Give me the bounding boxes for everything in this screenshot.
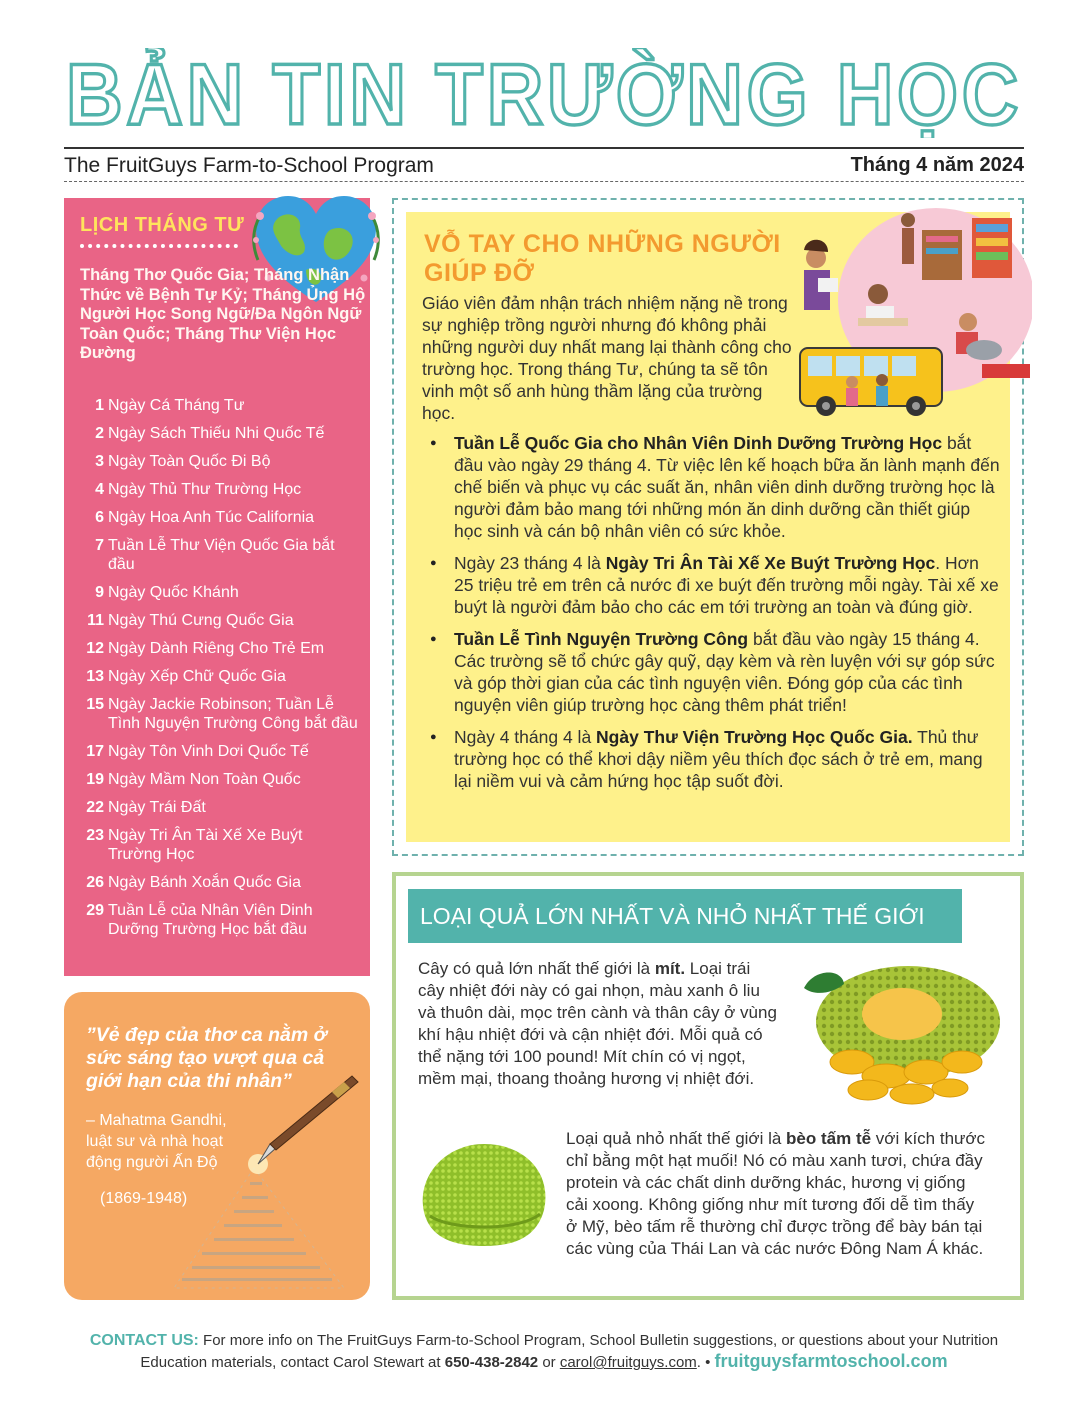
- jackfruit-paragraph: [418, 958, 778, 1090]
- calendar-day: 17: [86, 743, 104, 760]
- contact-separator: . •: [696, 1354, 715, 1371]
- bullet-highlight: Ngày Thư Viện Trường Học Quốc Gia.: [596, 727, 913, 747]
- masthead-title: BẢN TIN TRƯỜNG HỌC: [66, 48, 1022, 138]
- calendar-event: Ngày Dành Riêng Cho Trẻ Em: [108, 640, 325, 657]
- calendar-item: [80, 901, 360, 939]
- contact-label: CONTACT US:: [89, 1332, 199, 1349]
- p2-pre: Loại quả nhỏ nhất thế giới là: [566, 1129, 787, 1148]
- calendar-day: 2: [95, 425, 104, 442]
- calendar-item: [80, 424, 360, 443]
- helpers-intro: Giáo viên đảm nhận trách nhiệm nặng nề trong sự nghiệp trồng người nhưng đó không phải những người duy nhất mang lại thành công cho trường học. Trong tháng Tư, chúng ta sẽ tôn vinh một số anh hùng thầm lặng của trường học.: [422, 293, 792, 423]
- monthly-observances: Tháng Thơ Quốc Gia; Tháng Nhận Thức về Bệnh Tự Kỷ; Tháng Ủng Hộ Người Học Song Ngữ/Đa Ngôn Ngữ Toàn Quốc; Tháng Thư Viện Học Đường: [80, 266, 366, 362]
- contact-or: or: [538, 1354, 560, 1371]
- calendar-day: 22: [86, 799, 104, 816]
- calendar-day: 11: [87, 612, 104, 629]
- quote-dates: (1869-1948): [100, 1190, 188, 1207]
- school-helpers-illustration: [796, 200, 1032, 424]
- calendar-day: 19: [86, 771, 104, 788]
- p2-post: với kích thước chỉ bằng một hạt muối! Nó có màu xanh tươi, chứa đầy protein và các chất dinh dưỡng khác, hương vị giống cải xoong. Không giống như mít tương đối dễ tìm thấy ở Mỹ, bèo tấm rễ thường chỉ được trồng để bày bán tại các vùng của Thái Lan và các nước Đông Nam Á khác.: [566, 1129, 986, 1258]
- calendar-day: 26: [86, 874, 104, 891]
- duckweed-name: bèo tấm tễ: [786, 1129, 872, 1148]
- calendar-item: [80, 452, 360, 471]
- helper-bullet: [424, 726, 1002, 792]
- calendar-event: Ngày Quốc Khánh: [108, 584, 239, 601]
- calendar-event: Tuần Lễ của Nhân Viên Dinh Dưỡng Trường Học bắt đầu: [108, 902, 313, 938]
- calendar-day: 13: [86, 668, 104, 685]
- calendar-event: Ngày Bánh Xoắn Quốc Gia: [108, 874, 302, 891]
- bullet-highlight: Tuần Lễ Tình Nguyện Trường Công: [454, 629, 749, 649]
- bullet-pre: Ngày 23 tháng 4 là: [454, 553, 606, 573]
- quote-author: – Mahatma Gandhi, luật sư và nhà hoạt động người Ấn Độ: [86, 1112, 227, 1171]
- contact-footer: [64, 1330, 1024, 1373]
- helpers-panel: [406, 212, 1010, 842]
- calendar-day: 15: [86, 696, 104, 713]
- calendar-event: Ngày Sách Thiếu Nhi Quốc Tế: [108, 425, 325, 442]
- calendar-day: 7: [95, 537, 104, 554]
- calendar-dots-divider: [80, 244, 238, 248]
- calendar-event: Ngày Toàn Quốc Đi Bộ: [108, 453, 271, 470]
- calendar-day: 4: [95, 481, 104, 498]
- p1-pre: Cây có quả lớn nhất thế giới là: [418, 959, 655, 978]
- calendar-item: [80, 667, 360, 686]
- calendar-event: Tuần Lễ Thư Viện Quốc Gia bắt đầu: [108, 537, 335, 573]
- fruit-title: LOẠI QUẢ LỚN NHẤT VÀ NHỎ NHẤT THẾ GIỚI: [408, 889, 962, 943]
- calendar-item: [80, 508, 360, 527]
- bullet-post: bắt đầu vào ngày 29 tháng 4. Từ việc lên kế hoạch bữa ăn lành mạnh đến chế biến và phục vụ các suất ăn, nhân viên dinh dưỡng trường học là người đảm bảo mang tới những món ăn dinh dưỡng cần thiết giúp học sinh và cán bộ nhân viên có sức khỏe.: [454, 433, 1000, 541]
- calendar-day: 1: [95, 397, 104, 414]
- calendar-event: Ngày Tri Ân Tài Xế Xe Buýt Trường Học: [108, 827, 303, 863]
- calendar-item: [80, 611, 360, 630]
- helper-bullet: [424, 628, 1002, 716]
- calendar-item: [80, 873, 360, 892]
- website-link[interactable]: fruitguysfarmtoschool.com: [714, 1351, 948, 1371]
- issue-date: Tháng 4 năm 2024: [850, 154, 1024, 176]
- calendar-item: [80, 798, 360, 817]
- duckweed-image: [410, 1126, 560, 1256]
- calendar-day: 29: [86, 902, 104, 919]
- helpers-bullets: [424, 432, 1002, 802]
- calendar-list: [80, 396, 360, 948]
- helper-bullet: [424, 552, 1002, 618]
- calendar-event: Ngày Thú Cưng Quốc Gia: [108, 612, 294, 629]
- helpers-section: [392, 198, 1024, 856]
- calendar-title: LỊCH THÁNG TƯ: [80, 214, 245, 236]
- calendar-item: [80, 695, 360, 733]
- helper-bullet: [424, 432, 1002, 542]
- calendar-day: 23: [86, 827, 104, 844]
- bullet-highlight: Ngày Tri Ân Tài Xế Xe Buýt Trường Học: [605, 553, 936, 573]
- calendar-event: Ngày Thủ Thư Trường Học: [108, 481, 302, 498]
- calendar-event: Ngày Jackie Robinson; Tuần Lễ Tình Nguyện Trường Công bắt đầu: [108, 696, 358, 732]
- calendar-item: [80, 770, 360, 789]
- bullet-highlight: Tuần Lễ Quốc Gia cho Nhân Viên Dinh Dưỡng Trường Học: [454, 433, 943, 453]
- bullet-post: bắt đầu vào ngày 15 tháng 4. Các trường sẽ tổ chức gây quỹ, dạy kèm và rèn luyện với sự góp sức và góp thời gian của các tình nguyện viên. Đóng góp của các tình nguyện viên giúp trường học càng thêm phát triển!: [454, 629, 995, 715]
- calendar-event: Ngày Tôn Vinh Dơi Quốc Tế: [108, 743, 309, 760]
- jackfruit-name: mít.: [654, 959, 686, 978]
- april-calendar: [64, 198, 370, 976]
- fountain-pen-icon: [154, 1072, 366, 1298]
- calendar-event: Ngày Trái Đất: [108, 799, 206, 816]
- calendar-day: 12: [86, 640, 104, 657]
- calendar-item: [80, 583, 360, 602]
- header-dashed-rule: [64, 181, 1024, 182]
- helpers-title: VỖ TAY CHO NHỮNG NGƯỜI GIÚP ĐỠ: [424, 230, 781, 287]
- p1-post: Loại trái cây nhiệt đới này có gai nhọn, màu xanh ô liu và thuôn dài, mọc trên cành và thân cây ở vùng khí hậu nhiệt đới và cận nhiệt đới. Mỗi quả có thể nặng tới 100 pound! Mít chín có vị ngọt, mềm mại, thoang thoảng hương vị nhiệt đới.: [418, 959, 777, 1088]
- header-rule: [64, 147, 1024, 149]
- calendar-item: [80, 396, 360, 415]
- calendar-item: [80, 536, 360, 574]
- calendar-item: [80, 742, 360, 761]
- bullet-pre: Ngày 4 tháng 4 là: [454, 727, 597, 747]
- calendar-event: Ngày Hoa Anh Túc California: [108, 509, 315, 526]
- bullet-post: . Hơn 25 triệu trẻ em trên cả nước đi xe buýt đến trường mỗi ngày. Tài xế xe buýt là người đảm bảo cho các em tới trường an toàn và đúng giờ.: [454, 553, 999, 617]
- calendar-item: [80, 480, 360, 499]
- calendar-event: Ngày Mầm Non Toàn Quốc: [108, 771, 301, 788]
- fruit-section: [392, 872, 1024, 1300]
- contact-phone[interactable]: 650-438-2842: [444, 1354, 539, 1371]
- calendar-day: 3: [95, 453, 104, 470]
- calendar-event: Ngày Xếp Chữ Quốc Gia: [108, 668, 286, 685]
- calendar-event: Ngày Cá Tháng Tư: [108, 397, 245, 414]
- quote-card: [64, 992, 370, 1300]
- calendar-item: [80, 639, 360, 658]
- contact-email-link[interactable]: carol@fruitguys.com: [559, 1354, 697, 1371]
- program-name: The FruitGuys Farm-to-School Program: [64, 154, 434, 177]
- quote-text: ”Vẻ đẹp của thơ ca nằm ở sức sáng tạo vượt qua cả giới hạn của thi nhân”: [86, 1024, 327, 1092]
- contact-text: For more info on The FruitGuys Farm-to-School Program, School Bulletin suggestions, or questions about your Nutrition Education materials, contact Carol Stewart at: [140, 1332, 999, 1371]
- calendar-item: [80, 826, 360, 864]
- calendar-day: 9: [95, 584, 104, 601]
- bullet-post: Thủ thư trường học có thể khơi dậy niềm yêu thích đọc sách ở trẻ em, mang lại niềm vui và cảm hứng học tập suốt đời.: [454, 727, 983, 791]
- masthead: [64, 48, 1024, 138]
- calendar-day: 6: [95, 509, 104, 526]
- jackfruit-image: [780, 958, 1010, 1108]
